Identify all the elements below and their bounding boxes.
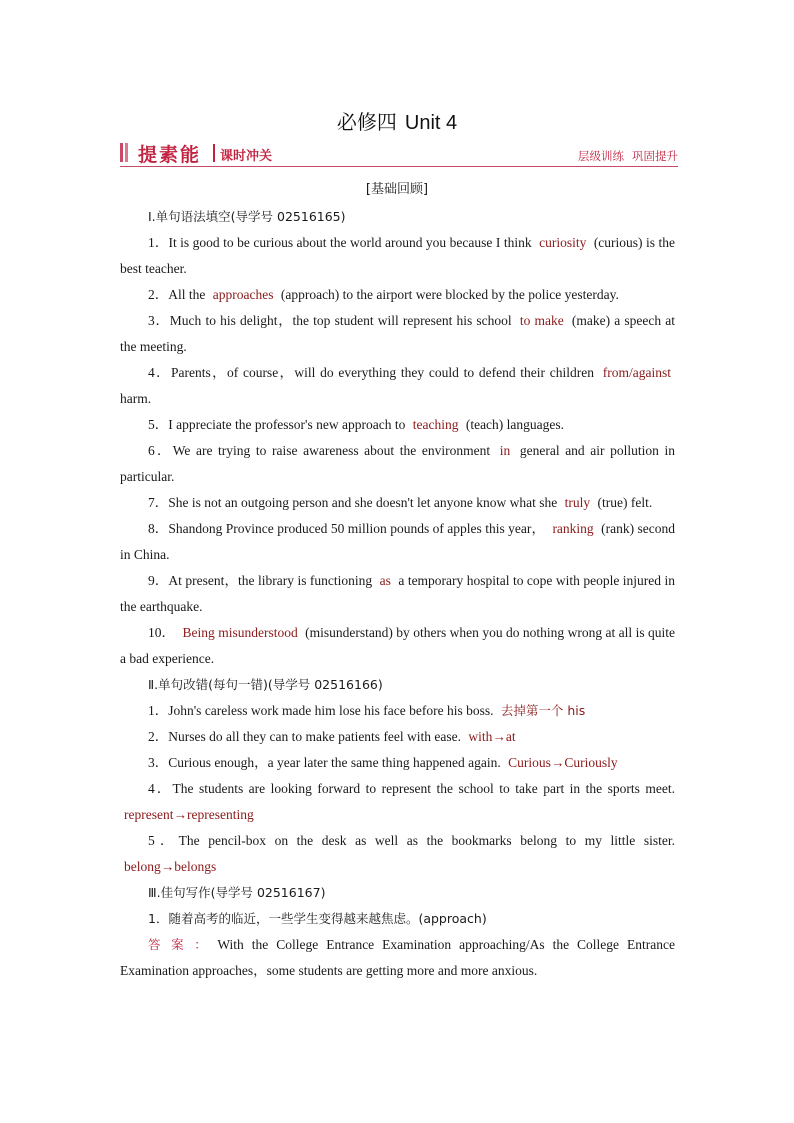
answer-blank: ranking (552, 521, 594, 536)
answer-label: 答案： (148, 937, 218, 952)
correction-answer: with→at (468, 729, 516, 744)
correction-item: 2．Nurses do all they can to make patients feel with ease. with→at (120, 724, 675, 750)
answer-blank: truly (564, 495, 591, 510)
question-item: 4．Parents，of course，will do everything they could to defend their children from/against harm. (120, 360, 675, 412)
correction-item: 1．John's careless work made him lose his face before his boss. 去掉第一个 his (120, 698, 675, 724)
banner-subtitle: 课时冲关 (220, 149, 273, 164)
answer-blank: Being misunderstood (182, 625, 298, 640)
answer-blank: as (379, 573, 391, 588)
question-item: 3．Much to his delight，the top student will represent his school to make (make) a speech at the meeting. (120, 313, 675, 354)
page-title (0, 106, 794, 135)
question-item: 7．She is not an outgoing person and she doesn't let anyone know what she truly (true) felt. (148, 495, 653, 510)
correction-answer: represent→representing (124, 807, 254, 822)
question-item: 5．I appreciate the professor's new approach to teaching (teach) languages. (148, 417, 565, 432)
correction-item: 4．The students are looking forward to represent the school to take part in the sports meet. represent→representing (120, 776, 675, 828)
correction-item: 5．The pencil-box on the desk as well as the bookmarks belong to my little sister. belong→belongs (120, 828, 675, 880)
section-banner (120, 140, 678, 167)
answer-text: With the College Entrance Examination approaching/As the College Entrance Examination approaches，some students are getting more and more anxious. (120, 937, 675, 978)
exercise-content (120, 204, 675, 984)
banner-divider (213, 144, 215, 162)
writing-question: 1．随着高考的临近，一些学生变得越来越焦虑。(approach) (148, 911, 487, 926)
part2-heading: Ⅱ.单句改错(每句一错)(导学号 02516166) (148, 677, 383, 692)
banner-bars-decoration (120, 143, 128, 162)
title-en: Unit 4 (404, 112, 458, 134)
question-item: 10． Being misunderstood (misunderstand) by others when you do nothing wrong at all is quite a bad experience. (120, 625, 676, 666)
question-item: 6．We are trying to raise awareness about the environment in general and air pollution in particular. (120, 443, 675, 484)
question-item: 1．It is good to be curious about the world around you because I think curiosity (curious) is the best teacher. (120, 235, 675, 276)
writing-answer (120, 932, 675, 984)
part3-heading: Ⅲ.佳句写作(导学号 02516167) (148, 885, 326, 900)
answer-blank: from/against (602, 365, 672, 380)
banner-title: 提素能 (138, 144, 202, 166)
answer-blank: to make (519, 313, 564, 328)
correction-answer: belong→belongs (124, 859, 217, 874)
banner-right-label (578, 148, 678, 164)
correction-item: 3．Curious enough，a year later the same thing happened again. Curious→Curiously (120, 750, 675, 776)
banner-right-1: 层级训练 (578, 149, 624, 163)
question-item: 8．Shandong Province produced 50 million pounds of apples this year， ranking (rank) second in China. (120, 521, 676, 562)
correction-answer: Curious→Curiously (508, 755, 618, 770)
correction-answer: 去掉第一个 his (500, 703, 586, 718)
banner-right-2: 巩固提升 (632, 149, 678, 163)
answer-blank: approaches (212, 287, 274, 302)
title-cn: 必修四 (336, 110, 397, 134)
section-label: [基础回顾] (365, 182, 429, 197)
answer-blank: teaching (412, 417, 459, 432)
answer-blank: curiosity (539, 235, 587, 250)
answer-blank: in (499, 443, 511, 458)
question-item: 9．At present，the library is functioning as a temporary hospital to cope with people injured in the earthquake. (120, 573, 675, 614)
part1-heading: Ⅰ.单句语法填空(导学号 02516165) (148, 209, 346, 224)
question-item: 2．All the approaches (approach) to the airport were blocked by the police yesterday. (148, 287, 619, 302)
